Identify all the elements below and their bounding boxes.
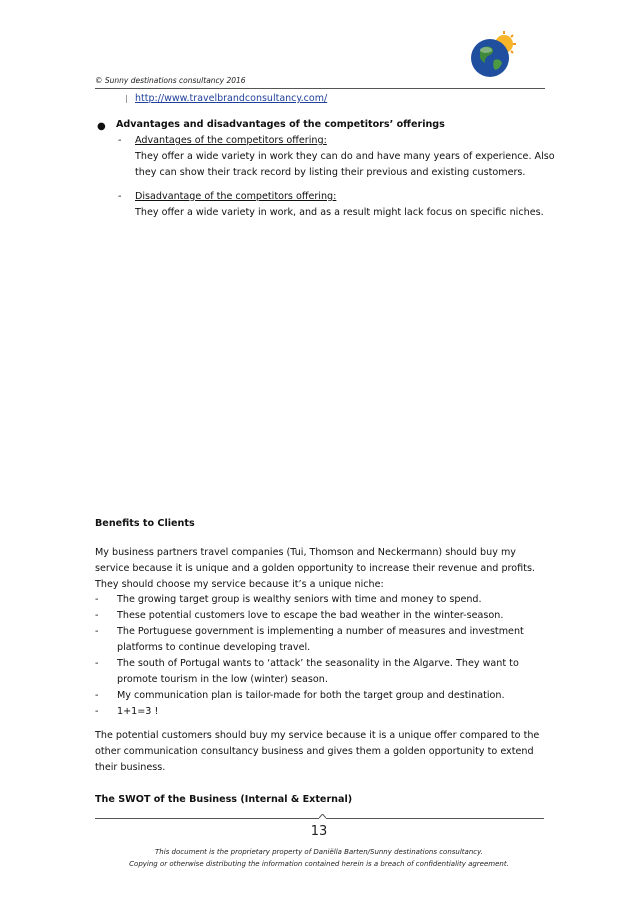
advantages-text-line: they can show their track record by listing their previous and existing customers. bbox=[135, 167, 526, 178]
list-item: 1+1=3 ! bbox=[117, 706, 159, 717]
list-item: These potential customers love to escape the bad weather in the winter-season. bbox=[117, 610, 504, 621]
list-item: The Portuguese government is implementing a number of measures and investment bbox=[117, 626, 524, 637]
dash-marker: - bbox=[95, 706, 99, 717]
advantages-title: Advantages of the competitors offering: bbox=[135, 135, 327, 146]
header-copyright: © Sunny destinations consultancy 2016 bbox=[95, 76, 246, 85]
dash-marker: - bbox=[95, 626, 99, 637]
footer-divider-right bbox=[326, 818, 544, 819]
dash-marker: - bbox=[118, 135, 122, 146]
dash-marker: - bbox=[118, 191, 122, 202]
page-number: 13 bbox=[310, 824, 328, 839]
benefits-closing-line: their business. bbox=[95, 762, 166, 773]
list-item: The growing target group is wealthy seniors with time and money to spend. bbox=[117, 594, 482, 605]
benefits-closing-line: The potential customers should buy my service because it is a unique offer compared to the bbox=[95, 730, 540, 741]
dash-marker: - bbox=[95, 658, 99, 669]
dash-marker: - bbox=[95, 610, 99, 621]
advantages-text-line: They offer a wide variety in work they can do and have many years of experience. Also bbox=[135, 151, 555, 162]
bullet-icon: ● bbox=[97, 121, 106, 132]
list-item: The south of Portugal wants to ‘attack’ the seasonality in the Algarve. They want to bbox=[117, 658, 519, 669]
disadvantage-title: Disadvantage of the competitors offering: bbox=[135, 191, 337, 202]
globe-sun-icon bbox=[468, 30, 518, 80]
website-link[interactable]: http://www.travelbrandconsultancy.com/ bbox=[135, 93, 328, 104]
benefits-paragraph-line: service because it is unique and a golden opportunity to increase their revenue and profits. bbox=[95, 563, 535, 574]
benefits-closing-line: other communication consultancy business and gives them a golden opportunity to extend bbox=[95, 746, 534, 757]
benefits-paragraph-line: They should choose my service because it’s a unique niche: bbox=[95, 579, 384, 590]
dash-marker: - bbox=[95, 594, 99, 605]
link-marker bbox=[126, 95, 132, 103]
benefits-heading: Benefits to Clients bbox=[95, 518, 195, 529]
footer-notice-line: This document is the proprietary property of Daniëlla Barten/Sunny destinations consultancy. bbox=[155, 848, 483, 856]
dash-marker: - bbox=[95, 690, 99, 701]
list-item-continuation: platforms to continue developing travel. bbox=[117, 642, 311, 653]
footer-notice-line: Copying or otherwise distributing the information contained herein is a breach of confidentiality agreement. bbox=[129, 860, 509, 868]
benefits-paragraph-line: My business partners travel companies (Tui, Thomson and Neckermann) should buy my bbox=[95, 547, 516, 558]
list-item-continuation: promote tourism in the low (winter) season. bbox=[117, 674, 328, 685]
header-divider bbox=[95, 88, 545, 89]
swot-heading: The SWOT of the Business (Internal & External) bbox=[95, 794, 353, 805]
footer-divider-left bbox=[95, 818, 319, 819]
footer-divider-notch bbox=[319, 814, 326, 819]
competitors-heading: Advantages and disadvantages of the competitors’ offerings bbox=[116, 119, 445, 130]
list-item: My communication plan is tailor-made for both the target group and destination. bbox=[117, 690, 505, 701]
disadvantage-text: They offer a wide variety in work, and as a result might lack focus on specific niches. bbox=[135, 207, 544, 218]
